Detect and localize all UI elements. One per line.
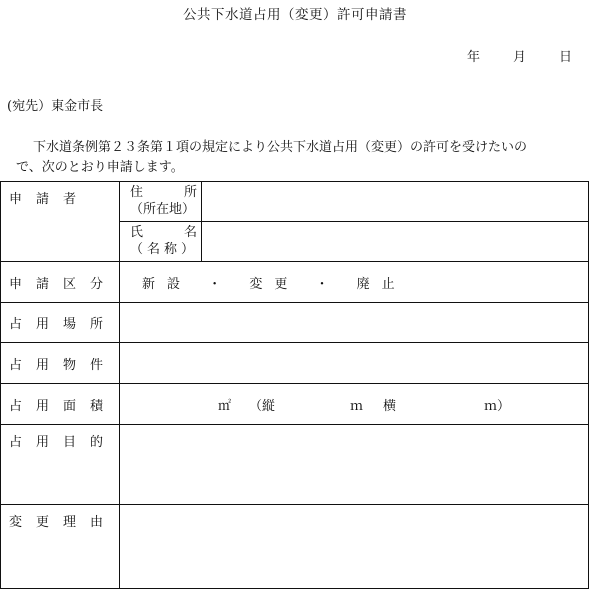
- area-label: 占用面積: [1, 384, 120, 425]
- document-title: 公共下水道占用（変更）許可申請書: [183, 7, 407, 23]
- area-horizontal-unit: ｍ）: [484, 398, 511, 414]
- name-label-b: 名: [183, 225, 197, 240]
- applicant-label: 申請者: [1, 182, 120, 262]
- area-vertical-unit: ｍ: [349, 398, 363, 414]
- purpose-label: 占用目的: [1, 425, 120, 505]
- address-field[interactable]: [202, 182, 589, 222]
- reason-field[interactable]: [120, 505, 589, 589]
- category-option-abolish[interactable]: 廃止: [356, 276, 407, 292]
- date-month: 月: [513, 50, 527, 65]
- reason-label: 変更理由: [1, 505, 120, 589]
- intro-line-2: で、次のとおり申請します。: [16, 160, 184, 175]
- addressee: (宛先）東金市長: [7, 99, 104, 114]
- address-label-a: 住: [130, 185, 144, 200]
- name-label-sub: （名称）: [130, 242, 199, 257]
- address-label-cell: [120, 182, 202, 222]
- object-field[interactable]: [120, 343, 589, 384]
- category-separator-2: ・: [315, 276, 341, 292]
- area-field[interactable]: [120, 384, 589, 425]
- name-label-cell: [120, 222, 202, 262]
- intro-paragraph: [16, 138, 586, 178]
- object-label: 占用物件: [1, 343, 120, 384]
- category-option-change[interactable]: 変更: [249, 276, 300, 292]
- category-option-new[interactable]: 新設: [142, 276, 193, 292]
- date-line: [467, 46, 572, 65]
- address-label-b: 所: [183, 185, 197, 200]
- location-field[interactable]: [120, 303, 589, 343]
- address-label-sub: （所在地）: [130, 202, 196, 217]
- date-day: 日: [559, 50, 573, 65]
- area-vertical-label: （縦: [248, 398, 275, 414]
- name-field[interactable]: [202, 222, 589, 262]
- category-separator-1: ・: [208, 276, 234, 292]
- area-unit: ㎡: [217, 398, 231, 414]
- application-form-table: [0, 181, 589, 589]
- category-label: 申請区分: [1, 262, 120, 303]
- name-label-a: 氏: [130, 225, 144, 240]
- date-year: 年: [467, 50, 481, 65]
- intro-line-1: 下水道条例第２３条第１項の規定により公共下水道占用（変更）の許可を受けたいの: [33, 140, 528, 155]
- location-label: 占用場所: [1, 303, 120, 343]
- category-field[interactable]: [120, 262, 589, 303]
- area-horizontal-label: 横: [383, 398, 397, 414]
- purpose-field[interactable]: [120, 425, 589, 505]
